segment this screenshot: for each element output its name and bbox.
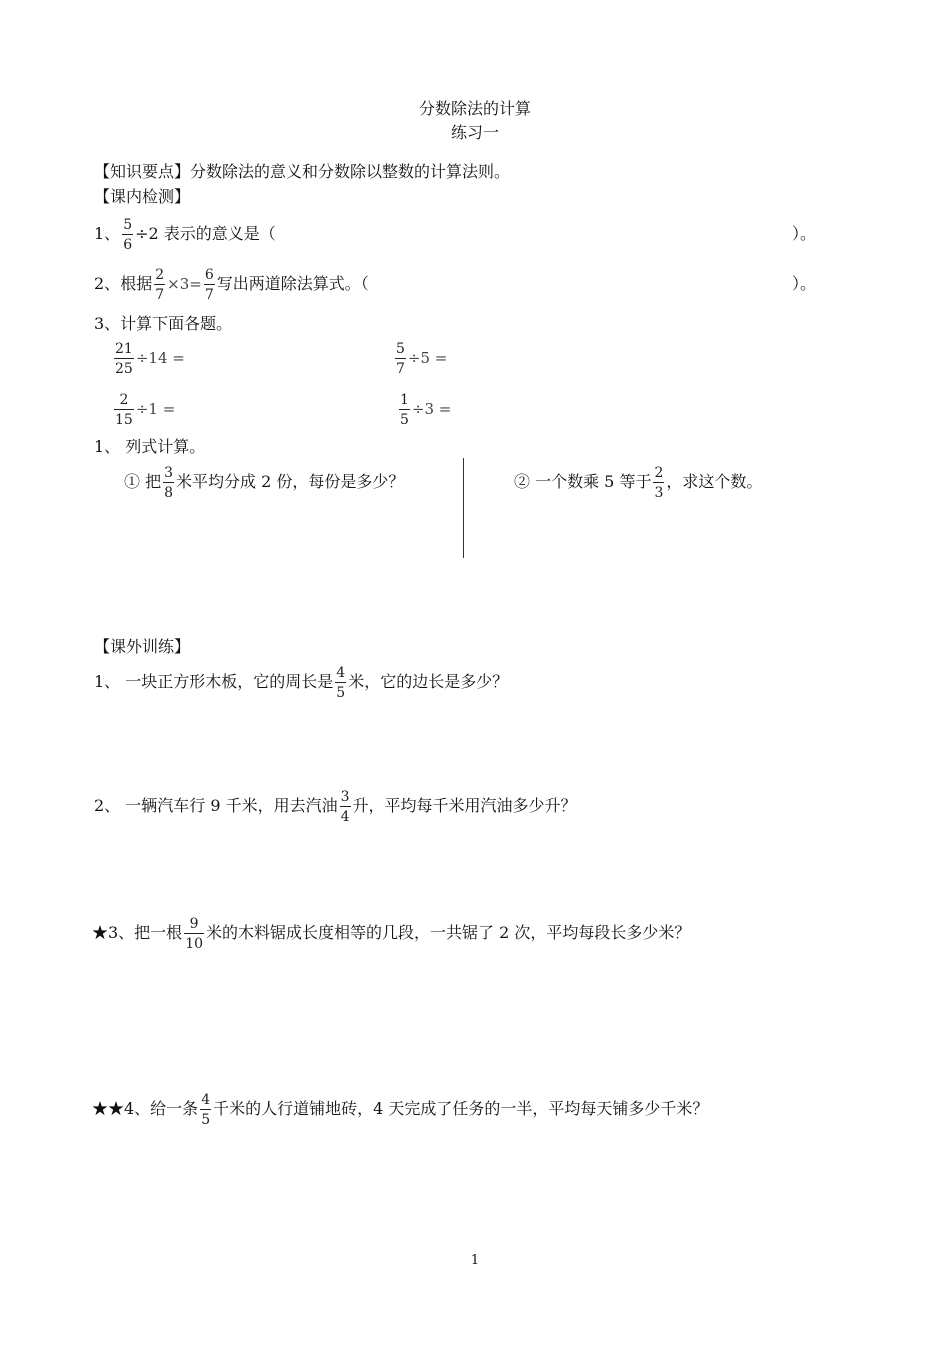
p4-den: 5 (201, 1111, 211, 1128)
page-number: 1 (470, 1253, 480, 1268)
q4b-fraction (653, 466, 664, 500)
q1-frac-num: 5 (123, 216, 133, 233)
page-title: 分数除法的计算 (418, 99, 531, 118)
calc-4-expr: ÷3 = (411, 400, 452, 418)
calc-1-den: 25 (115, 360, 133, 377)
question-3: 3、计算下面各题。 (94, 314, 233, 333)
q4-part-a (124, 462, 404, 502)
page-subtitle: 练习一 (450, 123, 499, 142)
outside-label: 【课外训练】 (94, 637, 191, 656)
question-4: 1、 列式计算。 (94, 437, 206, 456)
q1-fraction (122, 218, 133, 252)
calc-4-num: 1 (400, 391, 409, 408)
in-class-label: 【课内检测】 (94, 187, 191, 206)
q1-number: 1、 (94, 224, 121, 243)
question-1 (94, 214, 276, 254)
q4b-den: 3 (654, 484, 664, 501)
calc-3-expr: ÷1 = (135, 400, 176, 418)
q2-f2-den: 7 (204, 286, 214, 303)
calc-1-num: 21 (115, 340, 133, 357)
calc-2-fraction (395, 342, 406, 376)
p1-num: 4 (336, 664, 346, 681)
knowledge-line (94, 162, 510, 182)
q2-f1-num: 2 (155, 266, 165, 283)
p2-den: 4 (340, 808, 350, 825)
p4-num: 4 (201, 1091, 211, 1108)
q2-f1-den: 7 (155, 286, 165, 303)
q4b-num: 2 (654, 464, 664, 481)
p2-text: 升，平均每千米用汽油多少升？ (352, 796, 577, 815)
q2-fraction-2 (204, 268, 215, 302)
q4a-pre: ① 把 (124, 472, 162, 491)
q4a-text: 米平均分成 2 份，每份是多少？ (176, 472, 405, 491)
p3-den: 10 (185, 935, 204, 952)
problem-3 (92, 913, 690, 953)
p3-pre: ★3、把一根 (92, 923, 183, 942)
q2-pre: 根据 (120, 274, 153, 293)
q4-part-b (514, 462, 762, 502)
calc-item-3 (112, 389, 175, 429)
knowledge-label: 【知识要点】 (94, 162, 191, 181)
q4a-den: 8 (164, 484, 174, 501)
calc-item-1 (112, 338, 185, 378)
q2-close: ）。 (792, 274, 817, 293)
calc-1-fraction (114, 342, 134, 376)
calc-item-4 (397, 389, 451, 429)
p2-pre: 2、 一辆汽车行 9 千米，用去汽油 (94, 796, 338, 815)
problem-1 (94, 662, 508, 702)
q1-frac-den: 6 (123, 236, 133, 253)
calc-item-2 (393, 338, 447, 378)
calc-2-den: 7 (396, 360, 405, 377)
p1-text: 米，它的边长是多少？ (348, 672, 509, 691)
calc-3-den: 15 (115, 411, 133, 428)
problem-2 (94, 786, 577, 826)
p3-text: 米的木料锯成长度相等的几段，一共锯了 2 次，平均每段长多少米？ (206, 923, 691, 942)
p1-pre: 1、 一块正方形木板，它的周长是 (94, 672, 334, 691)
p1-den: 5 (336, 684, 346, 701)
p3-num: 9 (184, 917, 204, 934)
knowledge-text: 分数除法的意义和分数除以整数的计算法则。 (190, 162, 511, 181)
q2-f2-num: 6 (204, 266, 214, 283)
calc-2-num: 5 (396, 340, 405, 357)
calc-3-fraction (114, 393, 134, 427)
calc-4-fraction (399, 393, 410, 427)
column-divider (463, 458, 464, 558)
calc-1-expr: ÷14 = (135, 349, 185, 367)
q2-fraction-1 (154, 268, 165, 302)
calc-2-expr: ÷5 = (407, 349, 448, 367)
calc-4-den: 5 (400, 411, 409, 428)
p2-fraction (340, 790, 351, 824)
q4b-text: ，求这个数。 (666, 472, 763, 491)
p2-num: 3 (340, 788, 350, 805)
q4b-pre: ② 一个数乘 5 等于 (514, 472, 652, 491)
p4-text: 千米的人行道铺地砖，4 天完成了任务的一半，平均每天铺多少千米？ (213, 1099, 709, 1118)
p4-fraction (200, 1093, 211, 1127)
calc-3-num: 2 (114, 393, 134, 410)
p3-fraction (184, 917, 204, 951)
q4a-num: 3 (164, 464, 174, 481)
question-2 (94, 264, 369, 304)
q2-mid: ×3= (167, 275, 202, 293)
p4-pre: ★★4、给一条 (92, 1099, 199, 1118)
q1-text: ÷2 表示的意义是（ (135, 224, 276, 243)
problem-4 (92, 1089, 708, 1129)
q4a-fraction (163, 466, 174, 500)
p1-fraction (335, 666, 346, 700)
q2-number: 2、 (94, 274, 121, 293)
q2-text: 写出两道除法算式。（ (216, 274, 369, 293)
q1-close: ）。 (792, 224, 817, 243)
